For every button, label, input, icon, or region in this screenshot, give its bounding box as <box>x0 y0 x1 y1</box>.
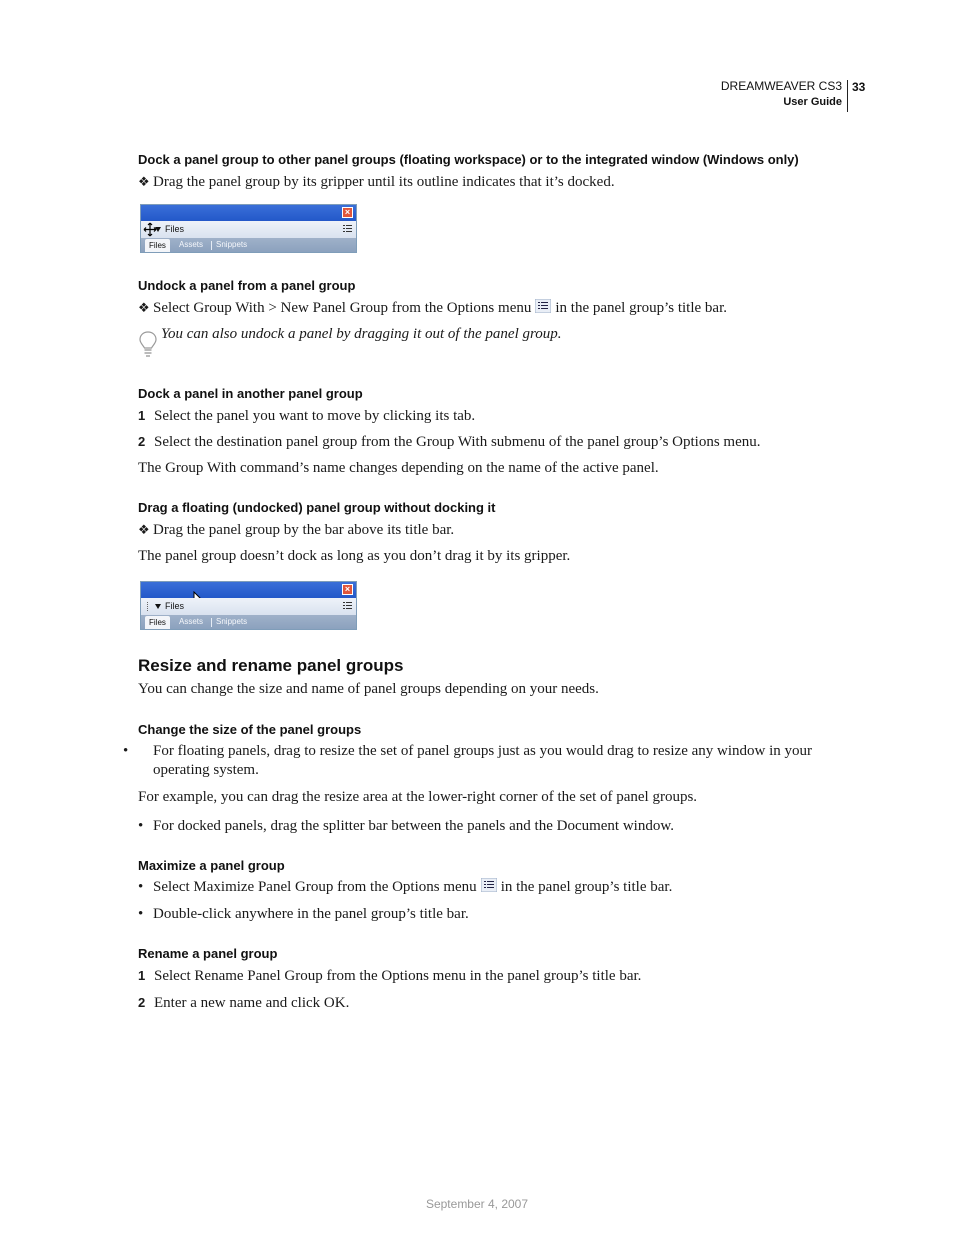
panel-title-bar <box>141 598 356 615</box>
diamond-marker: ❖ <box>138 174 150 189</box>
bullet-maximize-double-click <box>138 905 469 924</box>
step-text: Drag the panel group by the bar above its title bar. <box>153 522 455 538</box>
panel-top-bar <box>141 582 356 598</box>
panel-title: Files <box>165 224 185 234</box>
bullet-text: For floating panels, drag to resize the set of panel groups just as you would drag to resize any window in your operating system. <box>153 743 813 778</box>
heading-undock-panel: Undock a panel from a panel group <box>138 278 356 293</box>
tab-separator <box>211 241 212 250</box>
bullet-marker: • <box>138 818 144 834</box>
heading-rename: Rename a panel group <box>138 946 278 961</box>
tab-separator <box>211 618 212 627</box>
bullet-text-after: in the panel group’s title bar. <box>500 879 673 895</box>
step-number: 2 <box>138 434 146 449</box>
panel-group-screenshot-floating <box>140 581 357 630</box>
diamond-marker: ❖ <box>138 300 150 315</box>
bullet-text: For docked panels, drag the splitter bar between the panels and the Document window. <box>153 818 674 834</box>
tab-snippets: Snippets <box>216 240 248 249</box>
step-1-rename <box>138 966 641 986</box>
heading-maximize: Maximize a panel group <box>138 858 285 873</box>
step-number: 1 <box>138 968 146 983</box>
bullet-text-before: Select Maximize Panel Group from the Options menu <box>153 879 477 895</box>
close-icon: × <box>342 207 353 218</box>
bullet-marker: • <box>138 906 144 922</box>
panel-tab-strip <box>141 615 356 630</box>
step-text-after: in the panel group’s title bar. <box>555 300 727 316</box>
bullet-maximize-menu <box>138 878 672 897</box>
step-1-dock-panel <box>138 406 475 426</box>
step-text: Select the panel you want to move by clicking its tab. <box>154 408 476 424</box>
tab-assets: Assets <box>179 240 204 249</box>
tab-files: Files <box>145 239 170 252</box>
bullet-text: Double-click anywhere in the panel group’s title bar. <box>153 906 469 922</box>
step-number: 2 <box>138 995 146 1010</box>
footer-date: September 4, 2007 <box>425 1197 529 1211</box>
options-menu-icon <box>343 225 352 233</box>
panel-top-bar <box>141 205 356 221</box>
heading-dock-panel: Dock a panel in another panel group <box>138 386 363 401</box>
step-2-rename <box>138 993 349 1013</box>
diamond-marker: ❖ <box>138 522 150 537</box>
options-menu-icon <box>481 878 497 892</box>
bullet-marker: • <box>138 879 144 895</box>
heading-change-size: Change the size of the panel groups <box>138 722 362 737</box>
panel-group-screenshot-docking <box>140 204 357 253</box>
step-number: 1 <box>138 408 146 423</box>
note-group-with: The Group With command’s name changes depending on the name of the active panel. <box>138 460 659 476</box>
header-divider <box>847 80 848 112</box>
options-menu-icon <box>343 602 352 610</box>
step-text-before: Select Group With > New Panel Group from the Options menu <box>153 300 532 316</box>
product-name: DREAMWEAVER CS3 <box>720 79 842 93</box>
heading-drag-floating: Drag a floating (undocked) panel group without docking it <box>138 500 496 515</box>
tab-snippets: Snippets <box>216 617 248 626</box>
panel-tab-strip <box>141 238 356 253</box>
step-undock-panel <box>138 298 727 318</box>
tip-undock: You can also undock a panel by dragging it out of the panel group. <box>161 326 562 342</box>
step-text: Select Rename Panel Group from the Options menu in the panel group’s title bar. <box>154 968 642 984</box>
bullet-marker: • <box>123 743 129 759</box>
step-text: Enter a new name and click OK. <box>154 995 350 1011</box>
gripper-icon <box>147 602 150 611</box>
collapse-triangle-icon <box>155 227 161 232</box>
bullet-docked-panels <box>138 817 674 836</box>
step-text: Select the destination panel group from the Group With submenu of the panel group’s Options menu. <box>154 434 761 450</box>
note-no-dock: The panel group doesn’t dock as long as you don’t drag it by its gripper. <box>138 548 571 564</box>
guide-name: User Guide <box>783 96 842 108</box>
panel-title-bar <box>141 221 356 238</box>
page-number: 33 <box>852 80 866 94</box>
heading-resize-rename: Resize and rename panel groups <box>138 656 404 675</box>
step-dock-panel-group <box>138 172 615 192</box>
step-drag-floating <box>138 520 454 540</box>
intro-resize-rename: You can change the size and name of panel groups depending on your needs. <box>138 681 599 697</box>
lightbulb-tip-icon <box>139 331 157 358</box>
step-text: Drag the panel group by its gripper until its outline indicates that it’s docked. <box>153 174 615 190</box>
tab-files: Files <box>145 616 170 629</box>
tab-assets: Assets <box>179 617 204 626</box>
bullet-floating-panels <box>123 742 823 780</box>
collapse-triangle-icon <box>155 604 161 609</box>
heading-dock-panel-group: Dock a panel group to other panel groups (floating workspace) or to the integrated window (Windows only) <box>138 152 799 167</box>
close-icon: × <box>342 584 353 595</box>
example-resize-area: For example, you can drag the resize area at the lower-right corner of the set of panel groups. <box>138 789 698 805</box>
panel-title: Files <box>165 601 185 611</box>
step-2-dock-panel <box>138 432 761 452</box>
options-menu-icon <box>535 299 551 313</box>
